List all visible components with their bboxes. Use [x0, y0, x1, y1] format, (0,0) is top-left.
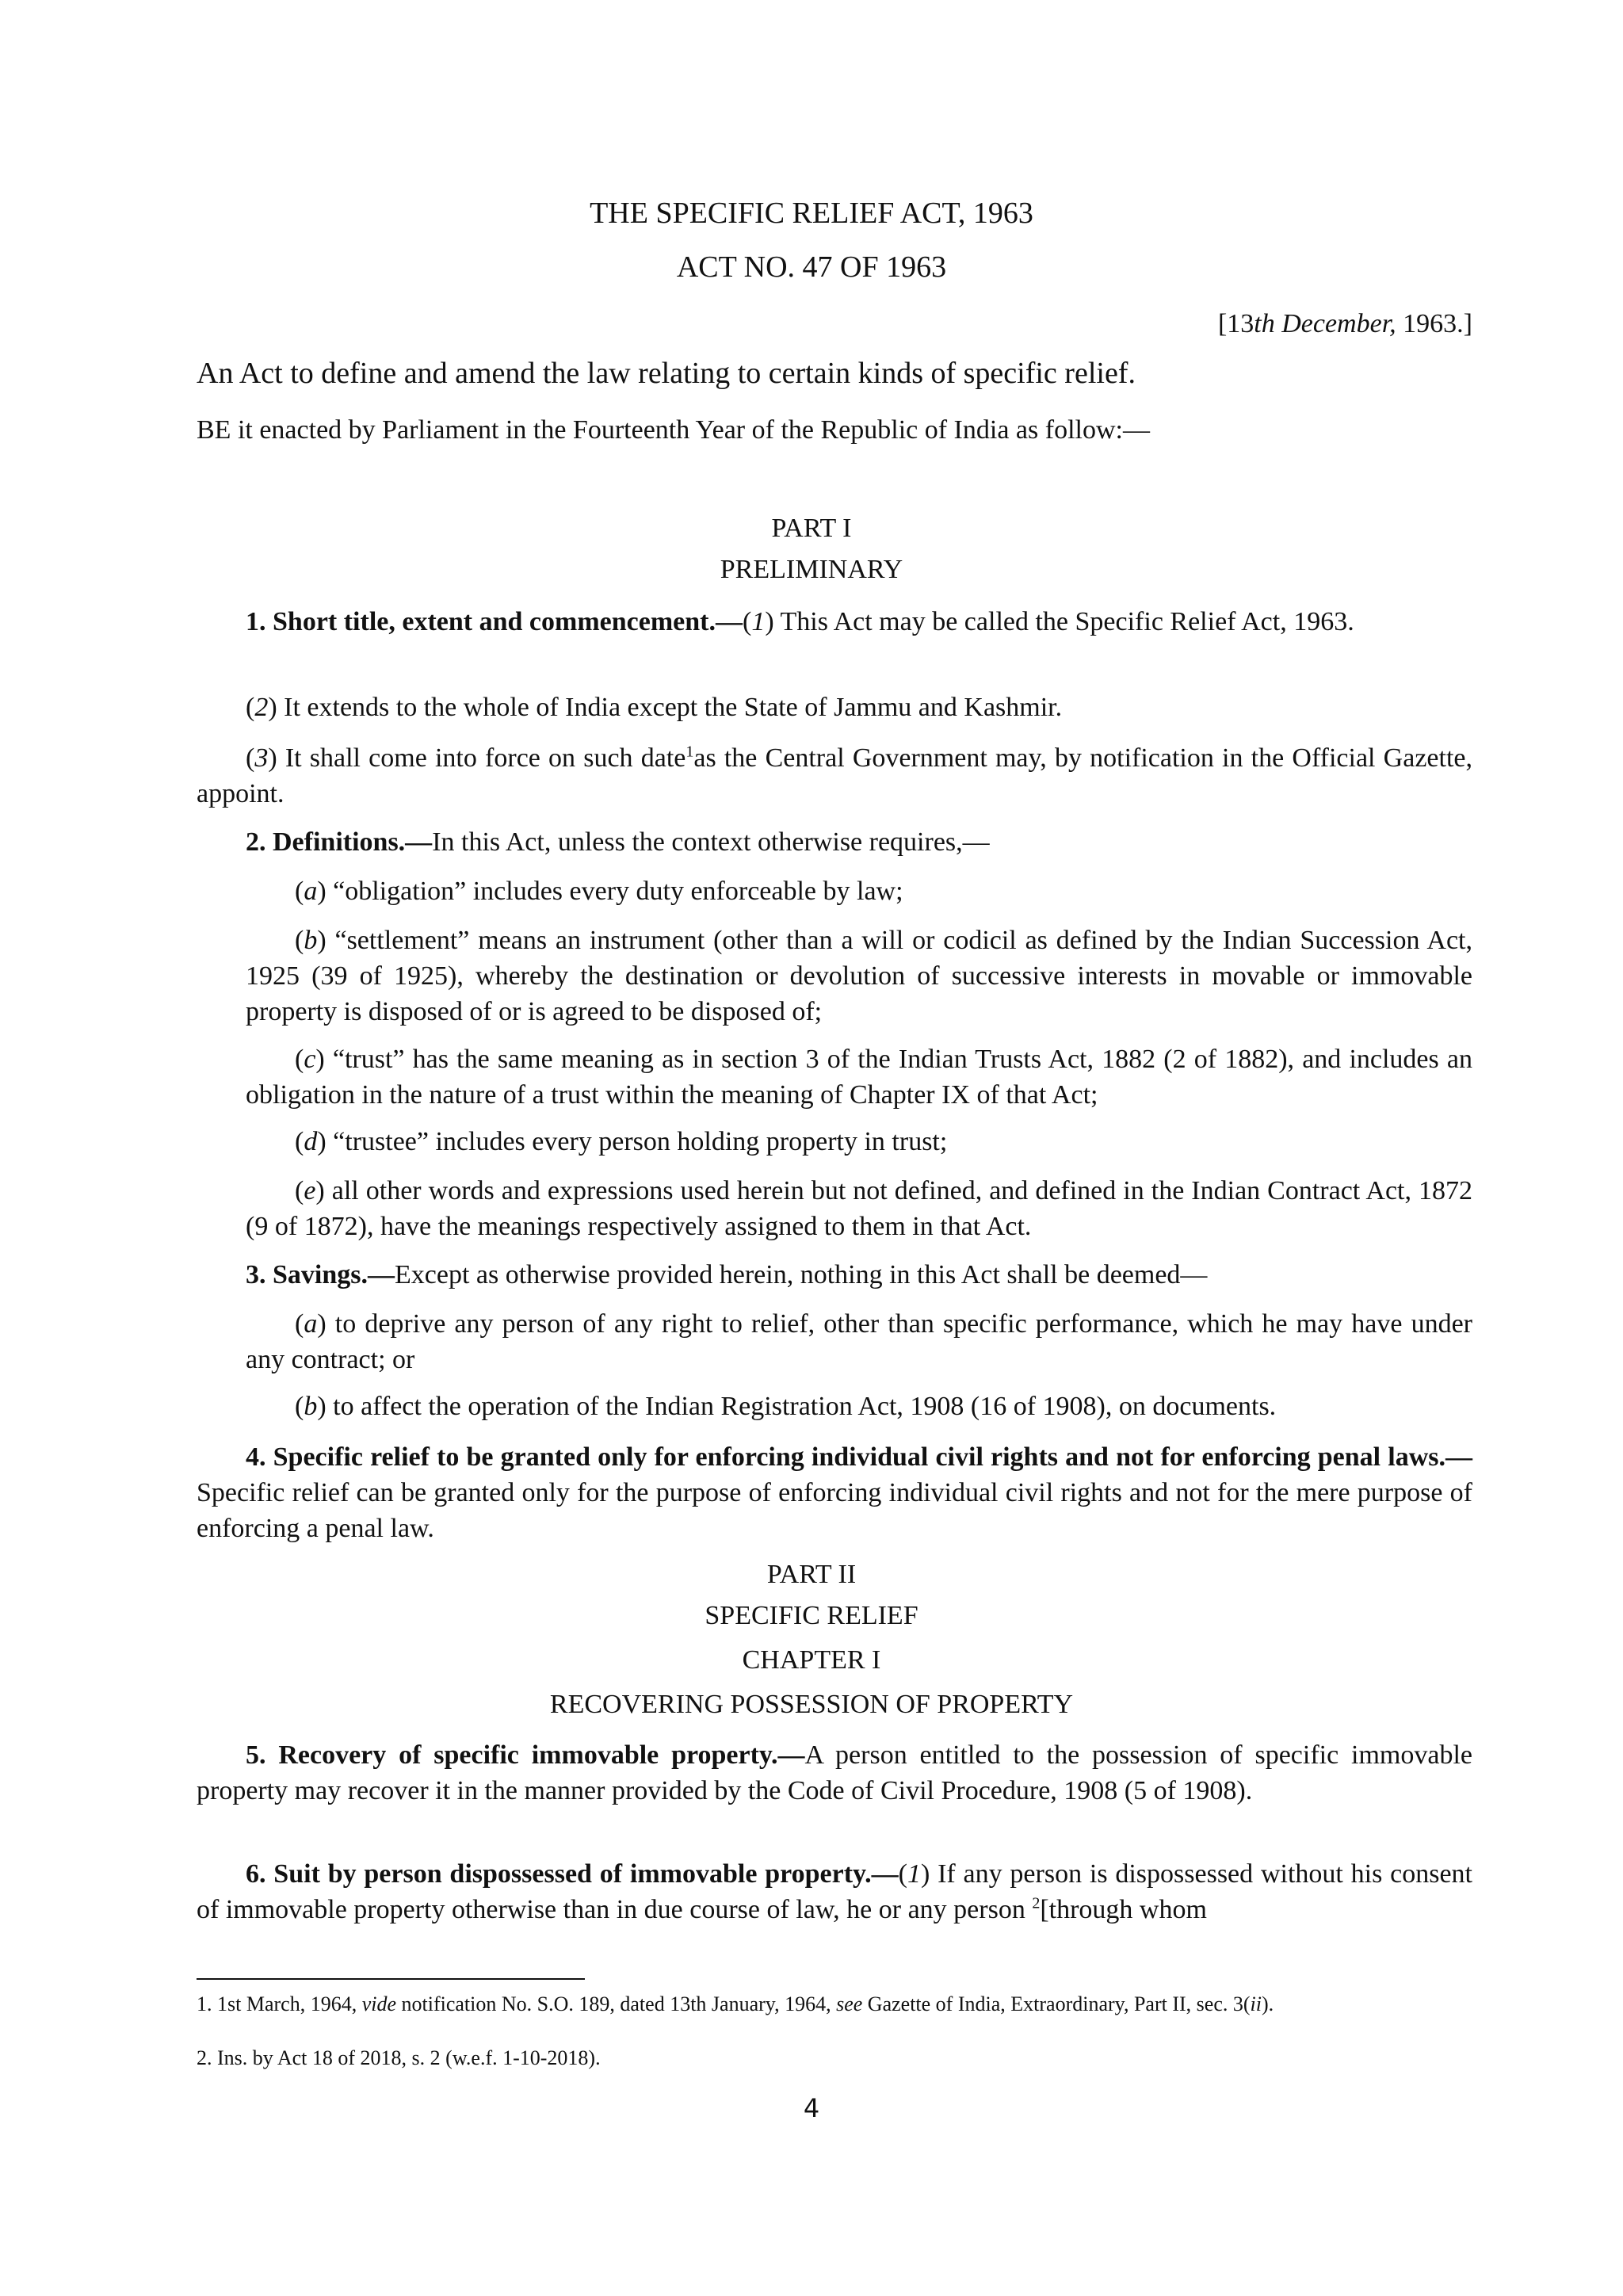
section-4: 4. Specific relief to be granted only for enforcing individual civil rights and not for enforcing penal laws.—Specific relief can be granted only for the purpose of enforcing individual civil rights and not for the mere purpose of enforcing a penal law.: [197, 1442, 1472, 1543]
page-number: 4: [803, 2093, 820, 2123]
chapter-heading: CHAPTER I: [742, 1645, 881, 1675]
section-6: 6. Suit by person dispossessed of immovable property.—(1) If any person is dispossessed without his consent of immovable property otherwise than in due course of law, he or any person $^2$[through whom: [197, 1859, 1472, 1924]
clause-2a: (a) “obligation” includes every duty enforceable by law;: [295, 877, 903, 906]
act-number: ACT NO. 47 OF 1963: [676, 250, 947, 284]
section-1: 1. Short title, extent and commencement.—(1) This Act may be called the Specific Relief Act, 1963.: [246, 607, 1354, 636]
clause-2c: (c) “trust” has the same meaning as in section 3 of the Indian Trusts Act, 1882 (2 of 1882), and includes an obligation in the nature of a trust within the meaning of Chapter IX of that Act;: [246, 1045, 1472, 1110]
clause-2e: (e) all other words and expressions used herein but not defined, and defined in the Indian Contract Act, 1872 (9 of 1872), have the meanings respectively assigned to them in that Act.: [246, 1176, 1472, 1241]
footnote-separator: [197, 1978, 585, 1980]
section-1-2: (2) It extends to the whole of India except the State of Jammu and Kashmir.: [246, 693, 1063, 722]
clause-3a: (a) to deprive any person of any right to relief, other than specific performance, which he may have under any contract; or: [246, 1309, 1472, 1374]
section-1-3: (3) It shall come into force on such date$^1$as the Central Government may, by notification in the Official Gazette, appoint.: [197, 743, 1472, 808]
long-title: An Act to define and amend the law relating to certain kinds of specific relief.: [197, 357, 1136, 390]
enacting-formula: BE it enacted by Parliament in the Fourteenth Year of the Republic of India as follow:—: [197, 415, 1150, 445]
section-2: 2. Definitions.—In this Act, unless the context otherwise requires,—: [246, 827, 990, 857]
act-title: THE SPECIFIC RELIEF ACT, 1963: [590, 197, 1033, 230]
part-2-heading: PART II: [766, 1560, 857, 1589]
clause-2d: (d) “trustee” includes every person holding property in trust;: [295, 1127, 948, 1156]
act-date: [13th December, 1963.]: [1217, 309, 1472, 338]
part-heading: PART I: [771, 514, 852, 543]
footnote-ref-1: 1: [685, 743, 694, 761]
clause-3b: (b) to affect the operation of the Indian Registration Act, 1908 (16 of 1908), on documents.: [295, 1392, 1277, 1421]
footnote-1: 1. 1st March, 1964, vide notification No. S.O. 189, dated 13th January, 1964, see Gazette of India, Extraordinary, Part II, sec. 3(ii).: [197, 1992, 1274, 2015]
part-2-subheading: SPECIFIC RELIEF: [705, 1601, 918, 1630]
footnote-2: 2. Ins. by Act 18 of 2018, s. 2 (w.e.f. 1-10-2018).: [197, 2046, 601, 2069]
footnote-ref-2: 2: [1032, 1894, 1041, 1912]
chapter-title: RECOVERING POSSESSION OF PROPERTY: [549, 1690, 1074, 1719]
section-5: 5. Recovery of specific immovable property.—A person entitled to the possession of specific immovable property may recover it in the manner provided by the Code of Civil Procedure, 1908 (5 of 1908).: [197, 1740, 1472, 1805]
part-subheading: PRELIMINARY: [720, 555, 903, 584]
section-3: 3. Savings.—Except as otherwise provided herein, nothing in this Act shall be deemed—: [246, 1260, 1208, 1289]
clause-2b: (b) “settlement” means an instrument (other than a will or codicil as defined by the Indian Succession Act, 1925 (39 of 1925), whereby the destination or devolution of successive interests in movable or immovable property is disposed of or is agreed to be disposed of;: [246, 926, 1472, 1026]
